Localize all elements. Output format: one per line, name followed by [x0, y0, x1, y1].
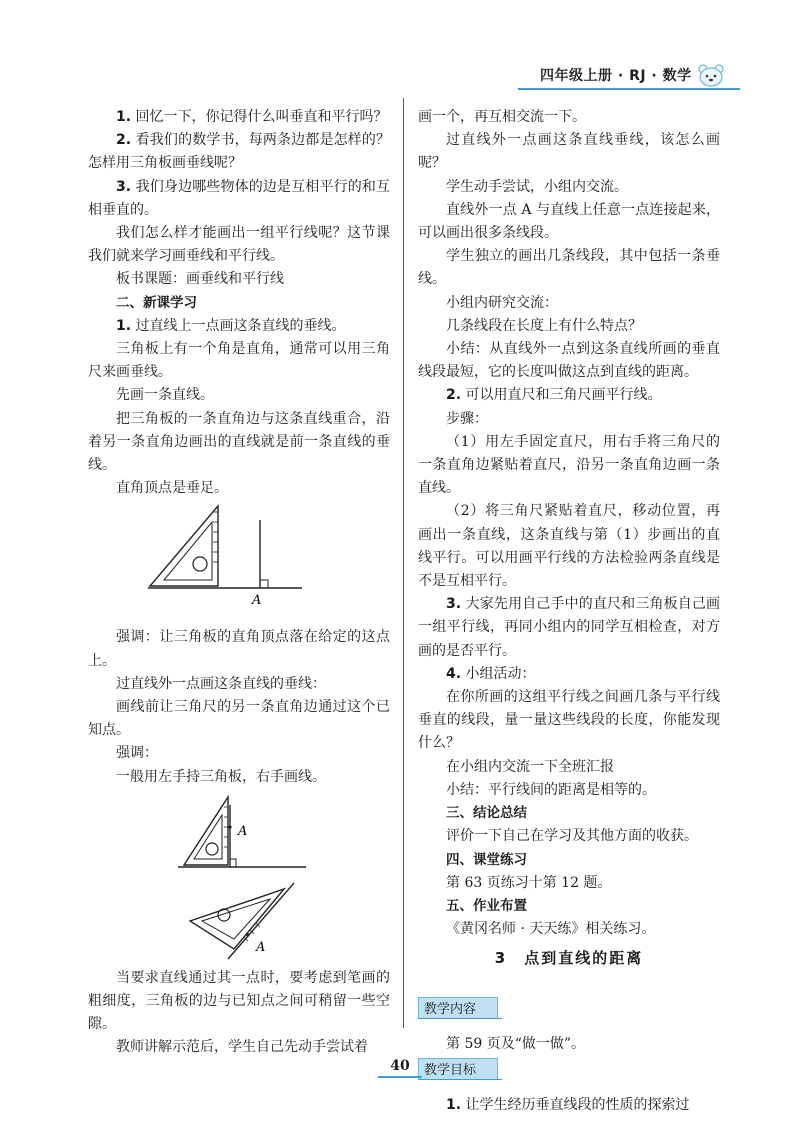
paragraph: 1. 回忆一下，你记得什么叫垂直和平行吗？ — [116, 109, 388, 125]
paragraph: 把三角板的一条直角边与这条直线重合，沿着另一条直角边画出的直线就是前一条直线的垂线。 — [88, 410, 390, 474]
header-rule — [518, 88, 740, 90]
paragraph: 第 63 页练习十第 12 题。 — [446, 874, 612, 891]
paragraph: 画一个，再互相交流一下。 — [418, 109, 586, 125]
paragraph: 直线外一点 A 与直线上任意一点连接起来，可以画出很多条线段。 — [418, 201, 720, 242]
page-number-underline — [378, 1076, 422, 1078]
lesson-title: 3 点到直线的距离 — [494, 949, 644, 968]
section-heading: 二、新课学习 — [116, 294, 197, 311]
paragraph: 《黄冈名师 · 天天练》相关练习。 — [446, 921, 656, 938]
paragraph: 小组内研究交流： — [446, 294, 558, 311]
tag-label: 教学目标 — [424, 1062, 477, 1078]
paragraph: 小结：平行线间的距离是相等的。 — [446, 781, 656, 798]
paragraph: 一般用左手持三角板，右手画线。 — [116, 768, 326, 785]
paragraph: 三角板上有一个角是直角，通常可以用三角尺来画垂线。 — [88, 341, 390, 381]
section-heading: 三、结论总结 — [446, 805, 527, 822]
paragraph: 过直线外一点画这条直线垂线，该怎么画呢？ — [418, 132, 720, 172]
paragraph: 小结：从直线外一点到这条直线所画的垂直线段最短，它的长度叫做这点到直线的距离。 — [418, 341, 720, 381]
paragraph: 1. 让学生经历垂直线段的性质的探索过 — [446, 1097, 690, 1114]
paragraph: 在你所画的这组平行线之间画几条与平行线垂直的线段，量一量这些线段的长度，你能发现什么？ — [418, 689, 720, 752]
section-heading: 五、作业布置 — [446, 897, 527, 914]
board-title: 板书课题：画垂线和平行线 — [116, 271, 284, 288]
paragraph: 几条线段在长度上有什么特点？ — [446, 317, 642, 334]
paragraph: 3. 大家先用自己手中的直尺和三角板自己画一组平行线，再同小组内的同学互相检查，对方画的是否平行。 — [418, 596, 720, 659]
bear-mascot-icon — [696, 62, 726, 88]
paragraph: 当要求直线通过其一点时，要考虑到笔画的粗细度，三角板的边与已知点之间可稍留一些空隙。 — [88, 969, 390, 1033]
paragraph: 1. 过直线上一点画这条直线的垂线。 — [116, 317, 346, 334]
paragraph: 步骤： — [446, 410, 488, 427]
paragraph: 第 59 页及“做一做”。 — [446, 1035, 586, 1052]
paragraph: 画线前让三角尺的另一条直角边通过这个已知点。 — [88, 699, 390, 739]
point-a-label: A — [256, 939, 266, 955]
paragraph: 过直线外一点画这条直线的垂线： — [116, 675, 326, 692]
paragraph: 学生动手尝试，小组内交流。 — [446, 178, 628, 195]
section-heading: 四、课堂练习 — [446, 851, 527, 868]
point-a-label: A — [252, 593, 262, 609]
paragraph: 4. 小组活动： — [446, 665, 536, 682]
paragraph: 直角顶点是垂足。 — [116, 480, 228, 497]
set-square-point-figure-2 — [188, 881, 304, 961]
header-title: 四年级上册 · RJ · 数学 — [540, 68, 692, 84]
paragraph: 先画一条直线。 — [116, 387, 214, 404]
paragraph: 强调：让三角板的直角顶点落在给定的这点上。 — [88, 629, 390, 669]
paragraph: （1）用左手固定直尺，用右手将三角尺的一条直角边紧贴着直尺，沿另一条直角边画一条直线。 — [418, 433, 720, 497]
paragraph: （2）将三角尺紧贴着直尺，移动位置，再画出一条直线，这条直线与第（1）步画出的直线平行。可以用画平行线的方法检验两条直线是不是互相平行。 — [418, 503, 720, 590]
page-number: 40 — [390, 1058, 410, 1074]
paragraph: 强调： — [116, 745, 158, 762]
column-divider — [403, 98, 404, 1028]
running-header — [518, 62, 740, 90]
paragraph: 2. 看我们的数学书，每两条边都是怎样的？怎样用三角板画垂线呢？ — [88, 132, 390, 172]
set-square-point-figure-1 — [178, 793, 318, 877]
right-column — [418, 106, 720, 1117]
paragraph: 2. 可以用直尺和三角尺画平行线。 — [446, 387, 662, 404]
paragraph: 教师讲解示范后，学生自己先动手尝试着 — [116, 1039, 368, 1056]
set-square-perpendicular-figure — [148, 502, 318, 620]
paragraph: 我们怎么样才能画出一组平行线呢？这节课我们就来学习画垂线和平行线。 — [88, 225, 390, 265]
paragraph: 学生独立的画出几条线段，其中包括一条垂线。 — [418, 248, 720, 288]
teaching-content-tag — [418, 997, 502, 1019]
point-a-label: A — [238, 823, 248, 839]
paragraph: 3. 我们身边哪些物体的边是互相平行的和互相垂直的。 — [88, 178, 390, 218]
paragraph: 在小组内交流一下全班汇报 — [446, 758, 614, 775]
paragraph: 评价一下自己在学习及其他方面的收获。 — [446, 828, 698, 845]
left-column — [88, 106, 390, 1060]
tag-label: 教学内容 — [424, 1001, 477, 1017]
